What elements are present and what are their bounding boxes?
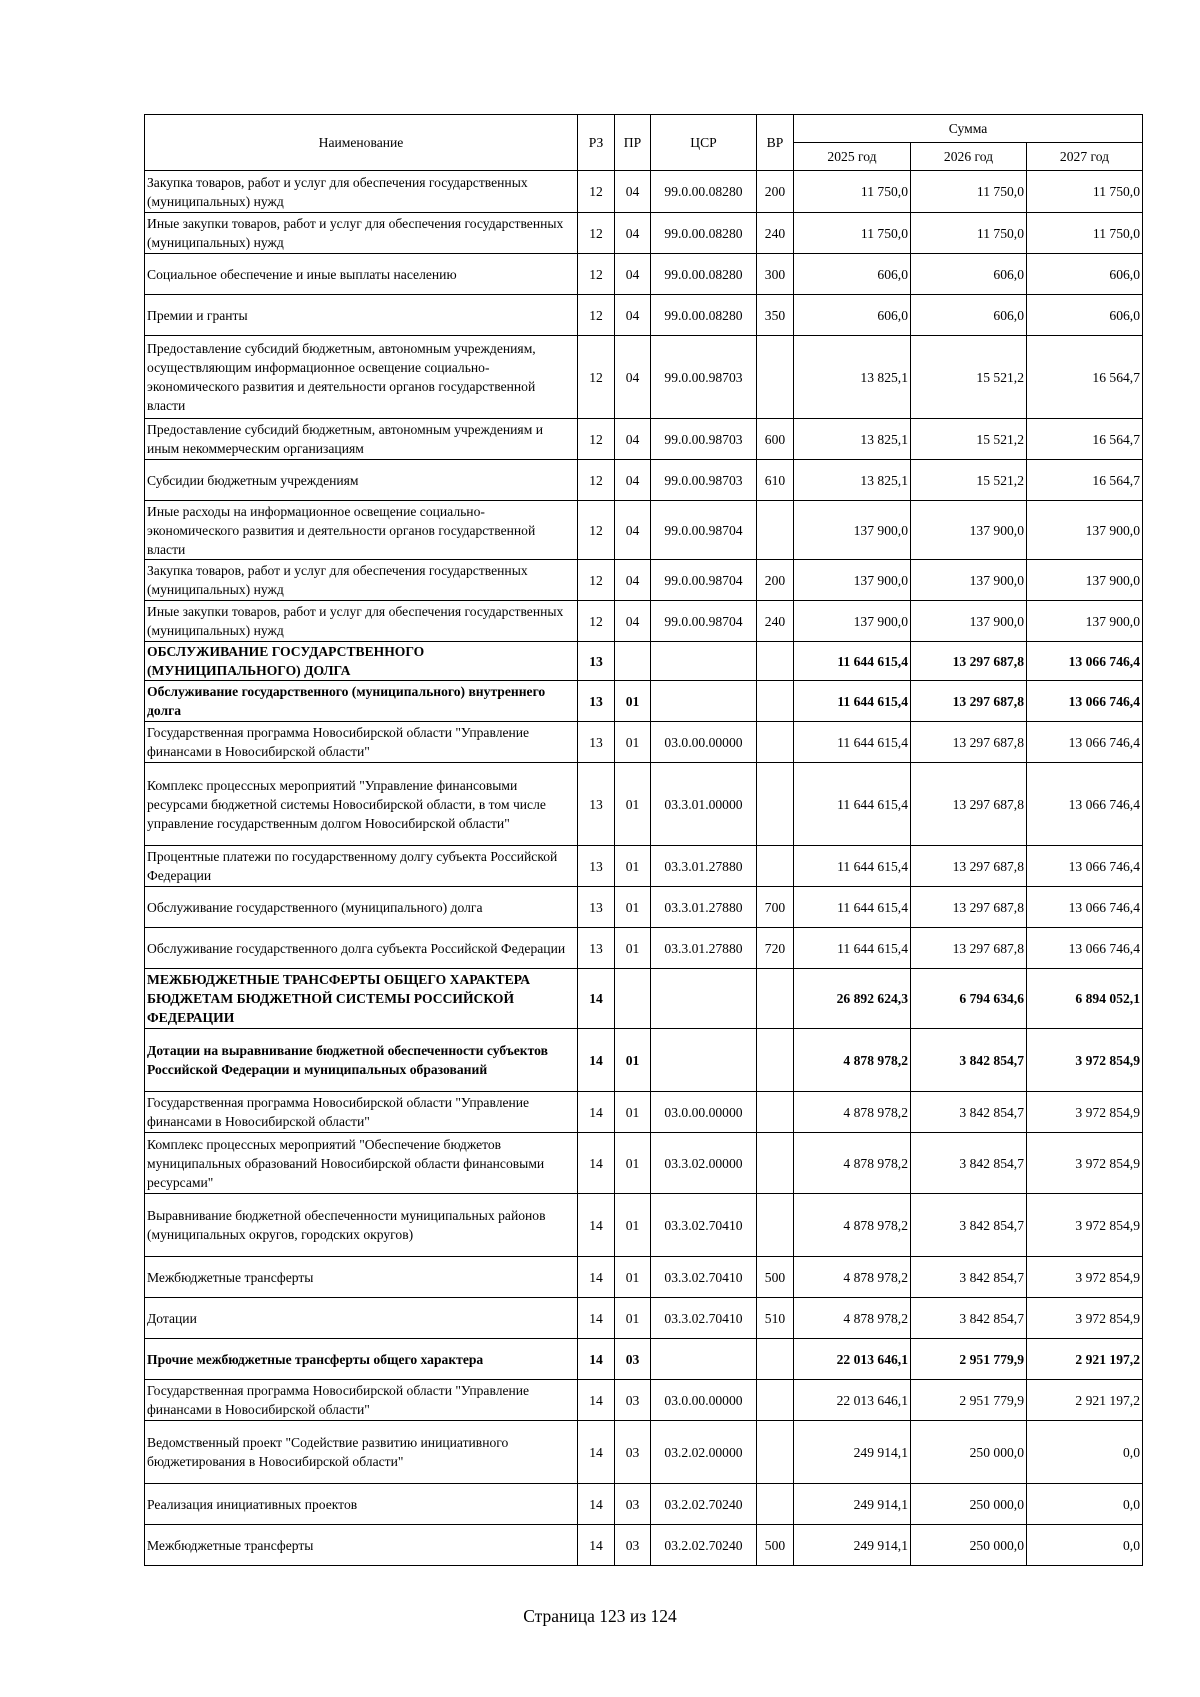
cell-vr: 500: [757, 1525, 794, 1566]
cell-sum-2025: 137 900,0: [794, 501, 911, 560]
cell-sum-2026: 11 750,0: [911, 213, 1027, 254]
budget-table: [144, 114, 1143, 1566]
cell-sum-2025: 11 644 615,4: [794, 722, 911, 763]
cell-pr: 03: [615, 1421, 651, 1484]
table-row: [145, 928, 1143, 969]
cell-name: Процентные платежи по государственному долгу субъекта Российской Федерации: [145, 846, 578, 887]
cell-vr: 200: [757, 560, 794, 601]
cell-rz: 13: [578, 928, 615, 969]
cell-sum-2026: 137 900,0: [911, 560, 1027, 601]
cell-sum-2027: 2 921 197,2: [1027, 1339, 1143, 1380]
cell-sum-2025: 4 878 978,2: [794, 1257, 911, 1298]
cell-sum-2026: 15 521,2: [911, 419, 1027, 460]
cell-sum-2026: 13 297 687,8: [911, 763, 1027, 846]
cell-name: ОБСЛУЖИВАНИЕ ГОСУДАРСТВЕННОГО (МУНИЦИПАЛЬНОГО) ДОЛГА: [145, 642, 578, 681]
cell-sum-2027: 16 564,7: [1027, 460, 1143, 501]
cell-vr: [757, 642, 794, 681]
cell-vr: [757, 1029, 794, 1092]
cell-rz: 12: [578, 171, 615, 213]
cell-sum-2025: 137 900,0: [794, 560, 911, 601]
table-row: [145, 254, 1143, 295]
table-row: [145, 1133, 1143, 1194]
table-row: [145, 460, 1143, 501]
cell-sum-2026: 137 900,0: [911, 601, 1027, 642]
cell-sum-2025: 26 892 624,3: [794, 969, 911, 1029]
cell-sum-2025: 22 013 646,1: [794, 1380, 911, 1421]
cell-sum-2027: 13 066 746,4: [1027, 928, 1143, 969]
cell-pr: 04: [615, 460, 651, 501]
header-year-2026: 2026 год: [911, 143, 1027, 171]
cell-sum-2025: 4 878 978,2: [794, 1298, 911, 1339]
cell-pr: 01: [615, 887, 651, 928]
cell-pr: 01: [615, 763, 651, 846]
cell-vr: [757, 336, 794, 419]
cell-sum-2025: 11 750,0: [794, 213, 911, 254]
cell-sum-2026: 250 000,0: [911, 1525, 1027, 1566]
cell-sum-2027: 0,0: [1027, 1525, 1143, 1566]
cell-name: Государственная программа Новосибирской области "Управление финансами в Новосибирской области": [145, 1380, 578, 1421]
cell-pr: 01: [615, 1029, 651, 1092]
cell-pr: 01: [615, 846, 651, 887]
cell-rz: 14: [578, 1257, 615, 1298]
header-year-2027: 2027 год: [1027, 143, 1143, 171]
cell-name: Премии и гранты: [145, 295, 578, 336]
cell-sum-2026: 3 842 854,7: [911, 1133, 1027, 1194]
cell-pr: 01: [615, 1194, 651, 1257]
cell-sum-2026: 2 951 779,9: [911, 1339, 1027, 1380]
table-row: [145, 1339, 1143, 1380]
cell-vr: [757, 846, 794, 887]
cell-name: Ведомственный проект "Содействие развитию инициативного бюджетирования в Новосибирской области": [145, 1421, 578, 1484]
header-csr: ЦСР: [651, 115, 757, 171]
cell-vr: 240: [757, 213, 794, 254]
cell-sum-2025: 13 825,1: [794, 419, 911, 460]
table-row: [145, 1525, 1143, 1566]
cell-name: Предоставление субсидий бюджетным, автономным учреждениям и иным некоммерческим организациям: [145, 419, 578, 460]
cell-sum-2026: 250 000,0: [911, 1421, 1027, 1484]
cell-sum-2027: 3 972 854,9: [1027, 1257, 1143, 1298]
cell-sum-2025: 11 750,0: [794, 171, 911, 213]
cell-name: Выравнивание бюджетной обеспеченности муниципальных районов (муниципальных округов, городских округов): [145, 1194, 578, 1257]
cell-sum-2027: 13 066 746,4: [1027, 763, 1143, 846]
cell-sum-2027: 13 066 746,4: [1027, 642, 1143, 681]
cell-sum-2027: 11 750,0: [1027, 171, 1143, 213]
cell-csr: 03.3.02.70410: [651, 1194, 757, 1257]
cell-pr: 04: [615, 171, 651, 213]
cell-rz: 14: [578, 1484, 615, 1525]
cell-sum-2025: 4 878 978,2: [794, 1029, 911, 1092]
cell-vr: [757, 1421, 794, 1484]
cell-rz: 12: [578, 501, 615, 560]
cell-vr: [757, 763, 794, 846]
cell-rz: 14: [578, 1380, 615, 1421]
cell-csr: 03.0.00.00000: [651, 1380, 757, 1421]
cell-rz: 12: [578, 254, 615, 295]
cell-csr: 99.0.00.98703: [651, 336, 757, 419]
cell-vr: 700: [757, 887, 794, 928]
cell-pr: [615, 642, 651, 681]
cell-csr: 03.3.01.27880: [651, 887, 757, 928]
cell-name: Иные закупки товаров, работ и услуг для обеспечения государственных (муниципальных) нужд: [145, 213, 578, 254]
cell-vr: 510: [757, 1298, 794, 1339]
table-row: [145, 722, 1143, 763]
cell-rz: 12: [578, 460, 615, 501]
cell-vr: 720: [757, 928, 794, 969]
cell-pr: 01: [615, 681, 651, 722]
cell-vr: 350: [757, 295, 794, 336]
cell-name: Обслуживание государственного (муниципального) внутреннего долга: [145, 681, 578, 722]
cell-name: Иные расходы на информационное освещение социально-экономического развития и деятельности органов государственной власти: [145, 501, 578, 560]
cell-vr: [757, 1339, 794, 1380]
cell-name: Комплекс процессных мероприятий "Обеспечение бюджетов муниципальных образований Новосибирской области финансовыми ресурсами": [145, 1133, 578, 1194]
cell-sum-2026: 6 794 634,6: [911, 969, 1027, 1029]
cell-name: Обслуживание государственного долга субъекта Российской Федерации: [145, 928, 578, 969]
cell-sum-2026: 13 297 687,8: [911, 846, 1027, 887]
cell-csr: 03.3.01.27880: [651, 846, 757, 887]
cell-sum-2025: 249 914,1: [794, 1421, 911, 1484]
header-name: Наименование: [145, 115, 578, 171]
cell-vr: 500: [757, 1257, 794, 1298]
cell-sum-2027: 3 972 854,9: [1027, 1029, 1143, 1092]
cell-sum-2027: 13 066 746,4: [1027, 681, 1143, 722]
cell-sum-2027: 6 894 052,1: [1027, 969, 1143, 1029]
cell-sum-2025: 249 914,1: [794, 1525, 911, 1566]
cell-sum-2027: 3 972 854,9: [1027, 1194, 1143, 1257]
cell-rz: 13: [578, 681, 615, 722]
cell-rz: 14: [578, 1194, 615, 1257]
cell-sum-2027: 606,0: [1027, 254, 1143, 295]
cell-sum-2025: 4 878 978,2: [794, 1133, 911, 1194]
cell-pr: [615, 969, 651, 1029]
cell-sum-2027: 13 066 746,4: [1027, 722, 1143, 763]
cell-csr: [651, 1339, 757, 1380]
cell-vr: [757, 1194, 794, 1257]
page-number: Страница 123 из 124: [523, 1606, 677, 1626]
cell-vr: 610: [757, 460, 794, 501]
cell-sum-2026: 2 951 779,9: [911, 1380, 1027, 1421]
table-row: [145, 601, 1143, 642]
cell-pr: 04: [615, 501, 651, 560]
cell-sum-2026: 13 297 687,8: [911, 681, 1027, 722]
cell-rz: 12: [578, 601, 615, 642]
cell-name: Иные закупки товаров, работ и услуг для обеспечения государственных (муниципальных) нужд: [145, 601, 578, 642]
cell-name: Государственная программа Новосибирской области "Управление финансами в Новосибирской области": [145, 722, 578, 763]
cell-csr: 03.0.00.00000: [651, 1092, 757, 1133]
cell-sum-2026: 13 297 687,8: [911, 928, 1027, 969]
table-row: [145, 295, 1143, 336]
cell-name: Межбюджетные трансферты: [145, 1257, 578, 1298]
cell-csr: 99.0.00.98703: [651, 460, 757, 501]
cell-csr: 99.0.00.08280: [651, 171, 757, 213]
cell-csr: [651, 1029, 757, 1092]
cell-vr: [757, 969, 794, 1029]
cell-name: МЕЖБЮДЖЕТНЫЕ ТРАНСФЕРТЫ ОБЩЕГО ХАРАКТЕРА БЮДЖЕТАМ БЮДЖЕТНОЙ СИСТЕМЫ РОССИЙСКОЙ ФЕДЕРАЦИИ: [145, 969, 578, 1029]
cell-csr: 03.2.02.00000: [651, 1421, 757, 1484]
table-row: [145, 1298, 1143, 1339]
cell-csr: 03.3.01.27880: [651, 928, 757, 969]
cell-csr: 03.3.01.00000: [651, 763, 757, 846]
cell-rz: 12: [578, 213, 615, 254]
cell-sum-2026: 13 297 687,8: [911, 642, 1027, 681]
cell-rz: 12: [578, 295, 615, 336]
cell-vr: 600: [757, 419, 794, 460]
cell-sum-2027: 137 900,0: [1027, 560, 1143, 601]
cell-sum-2025: 13 825,1: [794, 336, 911, 419]
cell-pr: 03: [615, 1339, 651, 1380]
cell-rz: 13: [578, 763, 615, 846]
cell-rz: 14: [578, 1029, 615, 1092]
table-row: [145, 681, 1143, 722]
cell-rz: 14: [578, 1525, 615, 1566]
cell-sum-2026: 3 842 854,7: [911, 1029, 1027, 1092]
cell-sum-2025: 606,0: [794, 254, 911, 295]
cell-pr: 01: [615, 722, 651, 763]
cell-csr: 99.0.00.08280: [651, 213, 757, 254]
cell-sum-2027: 137 900,0: [1027, 501, 1143, 560]
cell-sum-2027: 137 900,0: [1027, 601, 1143, 642]
cell-vr: [757, 722, 794, 763]
table-row: [145, 969, 1143, 1029]
cell-vr: [757, 681, 794, 722]
cell-csr: 03.0.00.00000: [651, 722, 757, 763]
table-row: [145, 1194, 1143, 1257]
table-row: [145, 419, 1143, 460]
header-sum: Сумма: [794, 115, 1143, 143]
cell-csr: 03.3.02.70410: [651, 1257, 757, 1298]
cell-rz: 13: [578, 846, 615, 887]
cell-csr: 99.0.00.08280: [651, 295, 757, 336]
cell-rz: 12: [578, 419, 615, 460]
cell-name: Предоставление субсидий бюджетным, автономным учреждениям, осуществляющим информационное освещение социально-экономического развития и деятельности органов государственной власти: [145, 336, 578, 419]
cell-sum-2027: 16 564,7: [1027, 336, 1143, 419]
cell-sum-2025: 11 644 615,4: [794, 928, 911, 969]
cell-sum-2026: 15 521,2: [911, 336, 1027, 419]
cell-sum-2025: 11 644 615,4: [794, 763, 911, 846]
table-row: [145, 501, 1143, 560]
cell-name: Социальное обеспечение и иные выплаты населению: [145, 254, 578, 295]
cell-sum-2025: 4 878 978,2: [794, 1092, 911, 1133]
cell-rz: 12: [578, 560, 615, 601]
table-row: [145, 642, 1143, 681]
cell-sum-2025: 137 900,0: [794, 601, 911, 642]
cell-name: Прочие межбюджетные трансферты общего характера: [145, 1339, 578, 1380]
cell-name: Дотации на выравнивание бюджетной обеспеченности субъектов Российской Федерации и муниципальных образований: [145, 1029, 578, 1092]
cell-sum-2026: 11 750,0: [911, 171, 1027, 213]
cell-sum-2026: 13 297 687,8: [911, 887, 1027, 928]
cell-pr: 01: [615, 1298, 651, 1339]
cell-sum-2026: 15 521,2: [911, 460, 1027, 501]
cell-pr: 04: [615, 560, 651, 601]
cell-pr: 01: [615, 1092, 651, 1133]
cell-pr: 03: [615, 1484, 651, 1525]
cell-vr: [757, 1133, 794, 1194]
cell-name: Государственная программа Новосибирской области "Управление финансами в Новосибирской области": [145, 1092, 578, 1133]
cell-sum-2025: 11 644 615,4: [794, 846, 911, 887]
table-row: [145, 1257, 1143, 1298]
cell-rz: 14: [578, 1133, 615, 1194]
cell-name: Дотации: [145, 1298, 578, 1339]
cell-sum-2027: 3 972 854,9: [1027, 1133, 1143, 1194]
table-row: [145, 213, 1143, 254]
cell-rz: 14: [578, 1421, 615, 1484]
cell-csr: 99.0.00.98704: [651, 560, 757, 601]
cell-sum-2027: 13 066 746,4: [1027, 887, 1143, 928]
cell-rz: 14: [578, 1298, 615, 1339]
cell-rz: 14: [578, 1339, 615, 1380]
cell-sum-2027: 2 921 197,2: [1027, 1380, 1143, 1421]
header-pr: ПР: [615, 115, 651, 171]
cell-sum-2027: 13 066 746,4: [1027, 846, 1143, 887]
table-body: [145, 171, 1143, 1566]
cell-name: Комплекс процессных мероприятий "Управление финансовыми ресурсами бюджетной системы Новосибирской области, в том числе управление государственным долгом Новосибирской области": [145, 763, 578, 846]
cell-vr: 300: [757, 254, 794, 295]
cell-sum-2025: 606,0: [794, 295, 911, 336]
cell-csr: 03.3.02.00000: [651, 1133, 757, 1194]
cell-rz: 13: [578, 887, 615, 928]
cell-pr: 03: [615, 1380, 651, 1421]
cell-csr: [651, 969, 757, 1029]
cell-sum-2027: 3 972 854,9: [1027, 1092, 1143, 1133]
cell-csr: 99.0.00.08280: [651, 254, 757, 295]
table-row: [145, 1484, 1143, 1525]
table-row: [145, 560, 1143, 601]
cell-csr: 99.0.00.98704: [651, 601, 757, 642]
cell-sum-2026: 3 842 854,7: [911, 1298, 1027, 1339]
cell-sum-2025: 22 013 646,1: [794, 1339, 911, 1380]
cell-sum-2027: 0,0: [1027, 1421, 1143, 1484]
cell-csr: 99.0.00.98704: [651, 501, 757, 560]
cell-pr: 01: [615, 928, 651, 969]
cell-sum-2026: 13 297 687,8: [911, 722, 1027, 763]
table-row: [145, 171, 1143, 213]
cell-vr: [757, 1380, 794, 1421]
cell-pr: 01: [615, 1133, 651, 1194]
cell-name: Реализация инициативных проектов: [145, 1484, 578, 1525]
cell-csr: [651, 681, 757, 722]
cell-csr: 03.2.02.70240: [651, 1484, 757, 1525]
cell-vr: 240: [757, 601, 794, 642]
cell-sum-2026: 606,0: [911, 295, 1027, 336]
cell-pr: 01: [615, 1257, 651, 1298]
cell-sum-2027: 16 564,7: [1027, 419, 1143, 460]
cell-sum-2026: 606,0: [911, 254, 1027, 295]
table-row: [145, 1380, 1143, 1421]
header-vr: ВР: [757, 115, 794, 171]
cell-name: Обслуживание государственного (муниципального) долга: [145, 887, 578, 928]
cell-vr: 200: [757, 171, 794, 213]
cell-sum-2026: 137 900,0: [911, 501, 1027, 560]
cell-sum-2025: 13 825,1: [794, 460, 911, 501]
cell-pr: 04: [615, 254, 651, 295]
header-year-2025: 2025 год: [794, 143, 911, 171]
table-row: [145, 1092, 1143, 1133]
table-row: [145, 887, 1143, 928]
cell-sum-2025: 11 644 615,4: [794, 681, 911, 722]
cell-csr: 03.3.02.70410: [651, 1298, 757, 1339]
header-rz: РЗ: [578, 115, 615, 171]
cell-rz: 14: [578, 1092, 615, 1133]
cell-sum-2027: 0,0: [1027, 1484, 1143, 1525]
cell-pr: 04: [615, 213, 651, 254]
cell-csr: 99.0.00.98703: [651, 419, 757, 460]
table-row: [145, 846, 1143, 887]
cell-rz: 14: [578, 969, 615, 1029]
cell-name: Субсидии бюджетным учреждениям: [145, 460, 578, 501]
table-row: [145, 1029, 1143, 1092]
cell-vr: [757, 501, 794, 560]
table-row: [145, 763, 1143, 846]
cell-rz: 13: [578, 722, 615, 763]
cell-sum-2026: 3 842 854,7: [911, 1092, 1027, 1133]
cell-sum-2025: 11 644 615,4: [794, 887, 911, 928]
cell-pr: 04: [615, 601, 651, 642]
cell-rz: 13: [578, 642, 615, 681]
cell-sum-2026: 250 000,0: [911, 1484, 1027, 1525]
cell-pr: 03: [615, 1525, 651, 1566]
cell-csr: [651, 642, 757, 681]
cell-sum-2027: 606,0: [1027, 295, 1143, 336]
cell-sum-2025: 249 914,1: [794, 1484, 911, 1525]
cell-sum-2027: 3 972 854,9: [1027, 1298, 1143, 1339]
table-row: [145, 336, 1143, 419]
cell-rz: 12: [578, 336, 615, 419]
cell-sum-2027: 11 750,0: [1027, 213, 1143, 254]
cell-sum-2025: 4 878 978,2: [794, 1194, 911, 1257]
cell-sum-2026: 3 842 854,7: [911, 1257, 1027, 1298]
cell-name: Закупка товаров, работ и услуг для обеспечения государственных (муниципальных) нужд: [145, 560, 578, 601]
cell-name: Межбюджетные трансферты: [145, 1525, 578, 1566]
cell-name: Закупка товаров, работ и услуг для обеспечения государственных (муниципальных) нужд: [145, 171, 578, 213]
cell-pr: 04: [615, 295, 651, 336]
cell-pr: 04: [615, 336, 651, 419]
table-row: [145, 1421, 1143, 1484]
cell-pr: 04: [615, 419, 651, 460]
cell-vr: [757, 1484, 794, 1525]
cell-sum-2025: 11 644 615,4: [794, 642, 911, 681]
cell-sum-2026: 3 842 854,7: [911, 1194, 1027, 1257]
cell-vr: [757, 1092, 794, 1133]
cell-csr: 03.2.02.70240: [651, 1525, 757, 1566]
